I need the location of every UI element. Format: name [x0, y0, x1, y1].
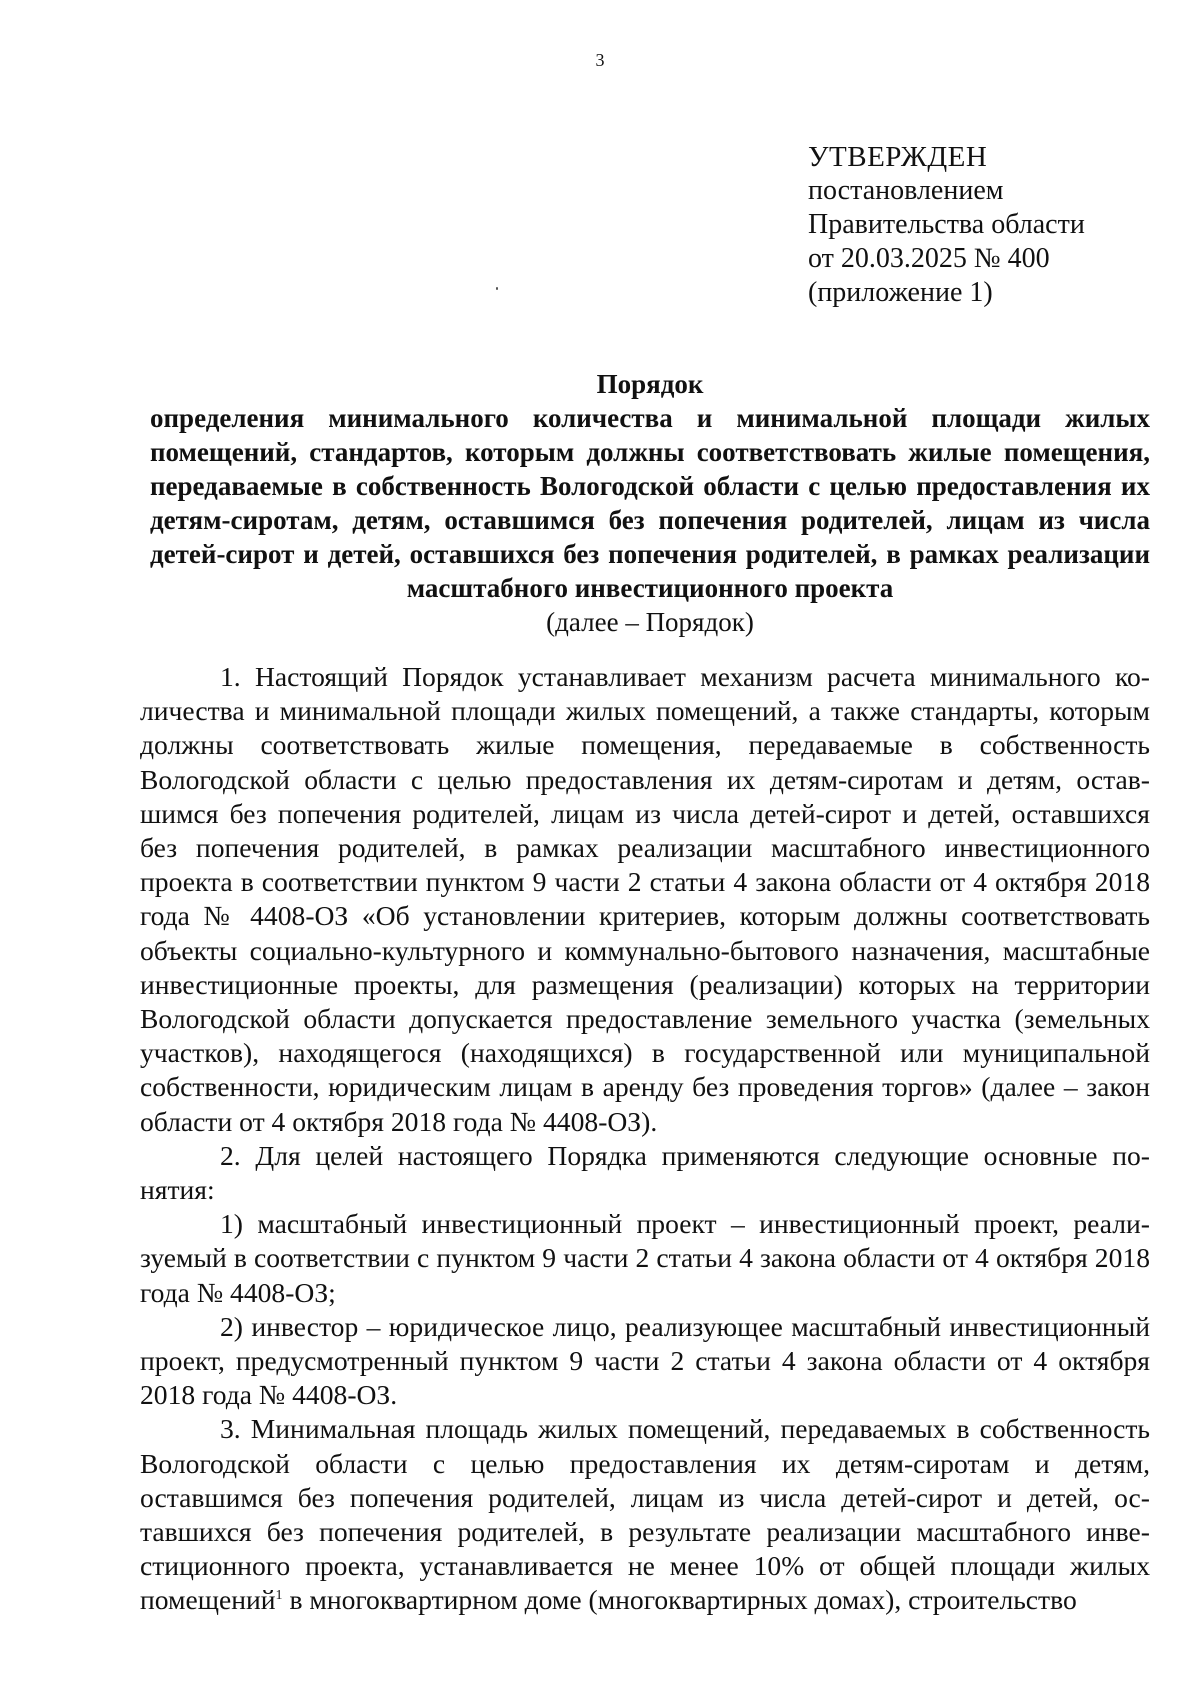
- paragraph-3-text-end: в многоквартирном доме (многоквартирных домах), строительство: [282, 1584, 1077, 1616]
- document-body: [140, 660, 1150, 1618]
- approval-title: УТВЕРЖДЕН: [808, 141, 988, 173]
- paragraph-3-text-start: 3. Минимальная площадь жилых помещений, передаваемых в собственность Вологодской области с целью предоставления их детям-сиротам и детям, оставшимся без попечения родителей, лицам из числа детей-сирот и детей, оставшихся без попечения родителей, в результате реализации масштабного инвестиционного проекта, устанавливается не менее 10% от общей площади жилых помещений: [140, 1413, 1150, 1616]
- paragraph-2: 2. Для целей настоящего Порядка применяются следующие основные понятия:: [140, 1139, 1150, 1206]
- approval-line-government: Правительства области: [808, 209, 1085, 240]
- paragraph-1: 1. Настоящий Порядок устанавливает механизм расчета минимального количества и минимальной площади жилых помещений, а также стандарты, которым должны соответствовать жилые помещения, передаваемые в собственность Вологодской области с целью предоставления их детям-сиротам и детям, оставшимся без попечения родителей, лицам из числа детей-сирот и детей, оставшихся без попечения родителей, в рамках реализации масштабного инвестиционного проекта в соответствии пунктом 9 части 2 статьи 4 закона области от 4 октября 2018 года № 4408-ОЗ «Об установлении критериев, которым должны соответствовать объекты социально-культурного и коммунально-бытового назначения, масштабные инвестиционные проекты, для размещения (реализации) которых на территории Вологодской области допускается предоставление земельного участка (земельных участков), находящегося (находящихся) в государственной или муниципальной собственности, юридическим лицам в аренду без проведения торгов» (далее – закон области от 4 октября 2018 года № 4408-ОЗ).: [140, 661, 1150, 1137]
- document-subtitle: определения минимального количества и минимальной площади жилых помещений, стандартов, которым должны соответствовать жилые помещения, передаваемые в собственность Вологодской области с целью предоставления их детям-сиротам, детям, оставшимся без попечения родителей, лицам из числа детей-сирот и детей, оставшихся без попечения родителей, в рамках реализации масштабного инвестиционного проекта: [150, 403, 1150, 603]
- paragraph-3: [140, 1412, 1150, 1617]
- approval-line-date-number: от 20.03.2025 № 400: [808, 243, 1050, 274]
- approval-line-resolution: постановлением: [808, 175, 1004, 206]
- document-title: Порядок: [596, 369, 704, 399]
- paragraph-2-item-1: 1) масштабный инвестиционный проект – инвестиционный проект, реализуемый в соответствии с пунктом 9 части 2 статьи 4 закона области от 4 октября 2018 года № 4408-ОЗ;: [140, 1208, 1150, 1308]
- approval-line-appendix: (приложение 1): [808, 277, 993, 308]
- approval-stamp-block: [808, 140, 1168, 310]
- document-short-name-note: (далее – Порядок): [546, 607, 754, 637]
- footnote-reference: 1: [275, 1588, 283, 1604]
- paragraph-2-item-2: 2) инвестор – юридическое лицо, реализующее масштабный инвестиционный проект, предусмотренный пунктом 9 части 2 статьи 4 закона области от 4 октября 2018 года № 4408-ОЗ.: [140, 1310, 1150, 1411]
- document-heading-block: [150, 367, 1150, 639]
- scan-speck: [496, 287, 498, 290]
- page-number: 3: [595, 50, 605, 70]
